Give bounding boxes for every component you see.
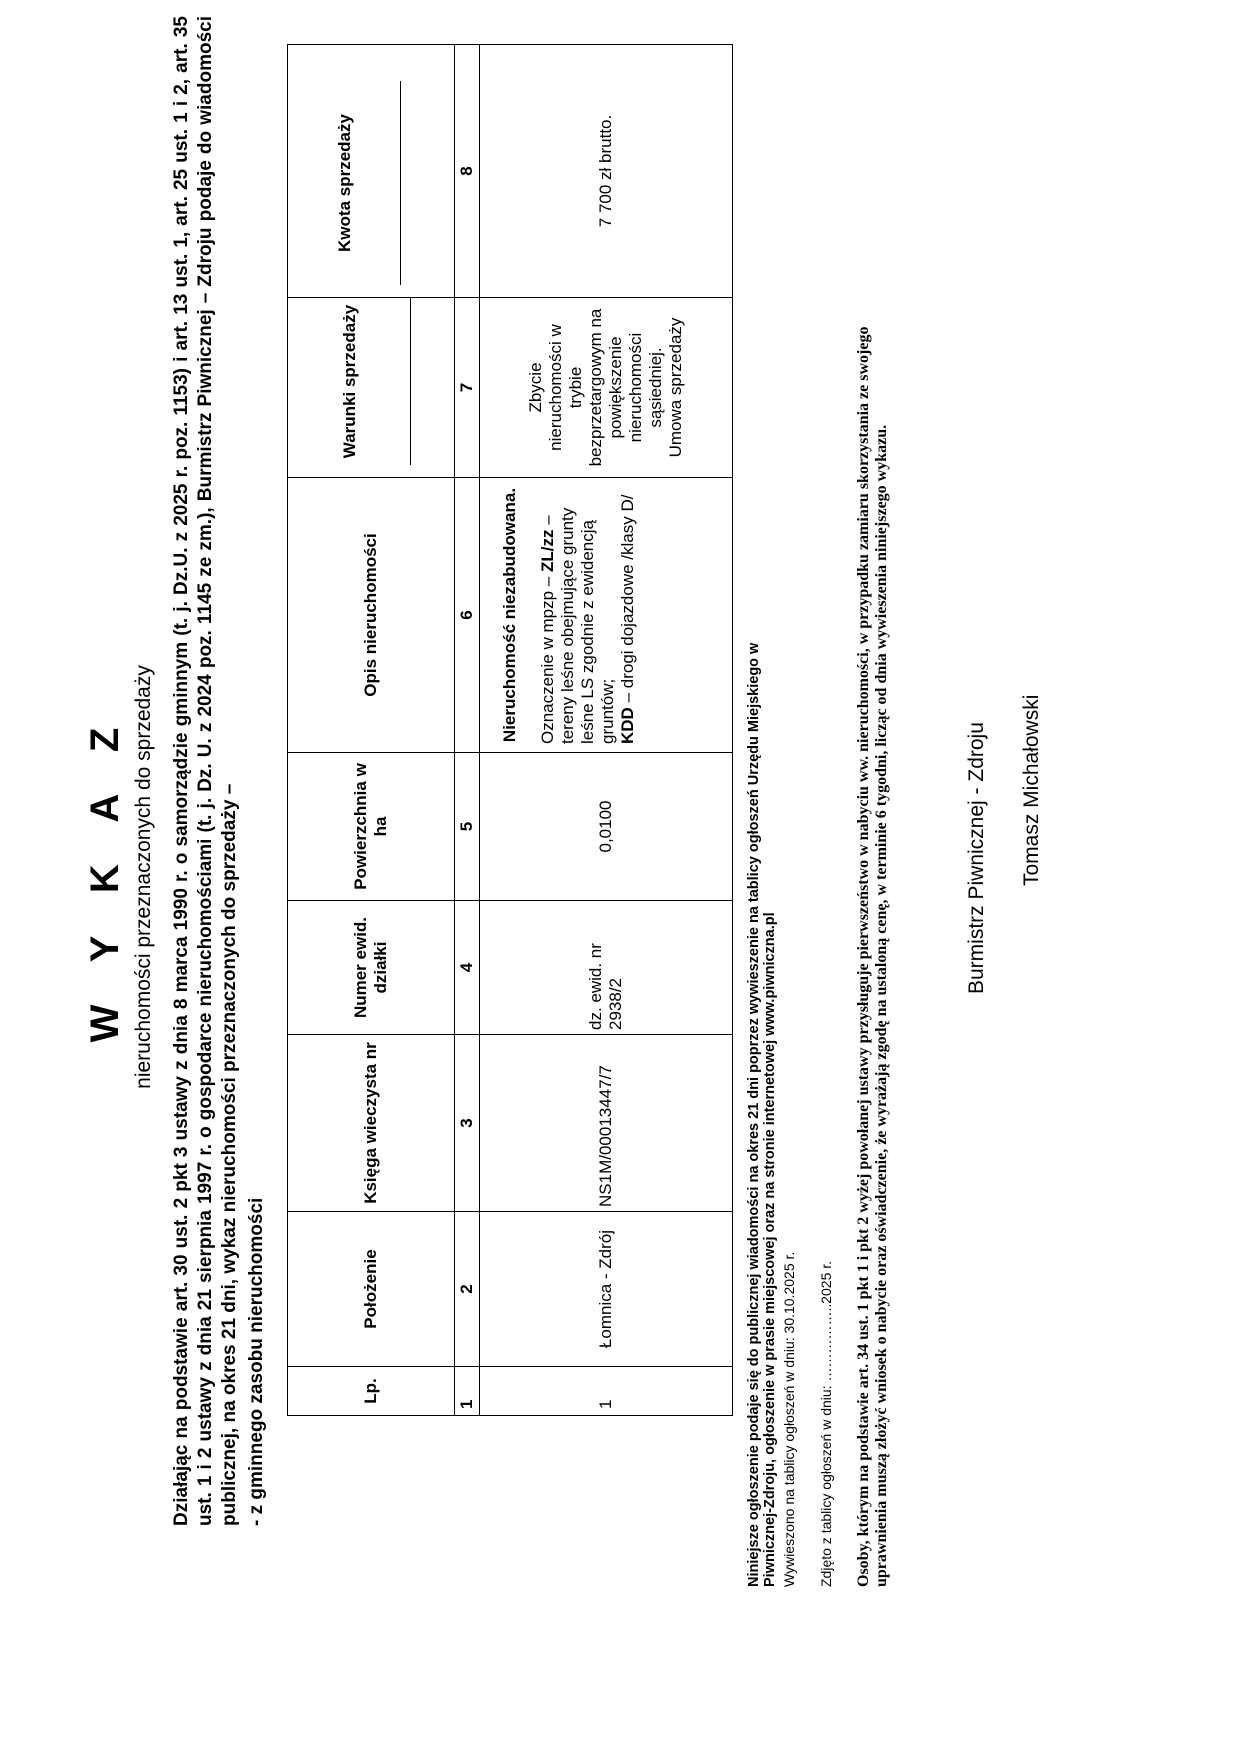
- column-number: 8: [455, 45, 480, 298]
- opis-text-2: – tereny leśne obejmujące grunty leśne LS zgodnie z ewidencją gruntów;: [538, 507, 617, 744]
- header-ksiega: Księga wieczysta nr: [288, 1035, 455, 1212]
- removed-date: Zdjęto z tablicy ogłoszeń w dniu: ……………..2025 r.: [818, 1260, 834, 1587]
- column-number: 2: [455, 1212, 480, 1367]
- opis-code-2: KDD: [618, 707, 637, 744]
- cell-lp: 1: [480, 1367, 733, 1416]
- cell-opis: [480, 478, 733, 753]
- document-title: W Y K A Z: [83, 711, 127, 1043]
- cell-powierzchnia: 0,0100: [480, 753, 733, 901]
- header-numer: Numer ewid. działki: [288, 901, 455, 1035]
- cell-ksiega: NS1M/00013447/7: [480, 1035, 733, 1212]
- table-row: [480, 45, 733, 1416]
- warunki-extra: Umowa sprzedaży: [666, 317, 685, 458]
- publication-notice: Niniejsze ogłoszenie podaje się do publicznej wiadomości na okres 21 dni poprzez wywieszenie na tablicy ogłoszeń Urzędu Miejskiego w Piwnicznej-Zdroju, ogłoszenie w prasie miejscowej oraz na stronie internetowej www.piwniczna.pl: [746, 642, 778, 1587]
- signature-role: Burmistrz Piwnicznej - Zdroju: [965, 722, 988, 994]
- opis-code-1: ZL/zz: [538, 529, 557, 573]
- cell-polozenie: Łomnica - Zdrój: [480, 1212, 733, 1367]
- intro-tail: - z gminnego zasobu nieruchomości: [246, 1197, 267, 1526]
- cell-numer: dz. ewid. nr 2938/2: [480, 901, 733, 1035]
- table-header-row: [288, 45, 455, 1416]
- intro-paragraph: Działając na podstawie art. 30 ust. 2 pkt 3 ustawy z dnia 8 marca 1990 r. o samorządzie gminnym (t. j. Dz.U. z 2025 r. poz. 1153) i art. 13 ust. 1, art. 25 ust. 1 i 2, art. 35 ust. 1 i 2 ustawy z dnia 21 sierpnia 1997 r. o gospodarce nieruchomościami (t. j. Dz. U. z 2024 poz. 1145 ze zm.), Burmistrz Piwnicznej – Zdroju podaje do wiadomości publicznej, na okres 21 dni, wykaz nieruchomości przeznaczonych do sprzedaży –: [171, 16, 240, 1526]
- document-subtitle: nieruchomości przeznaczonych do sprzedaży: [132, 665, 155, 1089]
- header-powierzchnia: Powierzchnia w ha: [288, 753, 455, 901]
- header-kwota: [288, 45, 455, 298]
- signature-name: Tomasz Michałowski: [1020, 694, 1043, 886]
- cell-warunki: [480, 298, 733, 478]
- column-number: 6: [455, 478, 480, 753]
- warunki-text: Zbycie nieruchomości w trybie bezprzetargowym na powiększenie nieruchomości sąsiedniej.: [526, 308, 665, 467]
- column-number: 7: [455, 298, 480, 478]
- opis-title-dot: .: [500, 487, 519, 493]
- opis-title: Nieruchomość niezabudowana: [500, 492, 519, 743]
- column-number: 1: [455, 1367, 480, 1416]
- column-number-row: [455, 45, 480, 1416]
- column-number: 5: [455, 753, 480, 901]
- header-warunki-label: Warunki sprzedaży: [290, 298, 411, 465]
- column-number: 3: [455, 1035, 480, 1212]
- header-lp: Lp.: [288, 1367, 455, 1416]
- header-polozenie: Położenie: [288, 1212, 455, 1367]
- opis-text-1: Oznaczenie w mpzp –: [538, 572, 557, 744]
- opis-text-3: – drogi dojazdowe /klasy D/: [618, 494, 637, 708]
- header-warunki: [288, 298, 455, 478]
- posted-date: Wywieszono na tablicy ogłoszeń w dniu: 30.10.2025 r.: [781, 1251, 797, 1587]
- column-number: 4: [455, 901, 480, 1035]
- cell-kwota: 7 700 zł brutto.: [480, 45, 733, 298]
- priority-rights-notice: Osoby, którym na podstawie art. 34 ust. 1 pkt 1 i pkt 2 wyżej powołanej ustawy przysługuje pierwszeństwo w nabyciu ww. nieruchomości, w przypadku zamiaru skorzystania ze swojego uprawnienia muszą złożyć wniosek o nabycie oraz oświadczenie, że wyrażają zgodę na ustaloną cenę, w terminie 6 tygodni, licząc od dnia wywieszenia niniejszego wykazu.: [855, 326, 890, 1587]
- header-kwota-label: Kwota sprzedaży: [290, 81, 401, 285]
- property-table: [287, 44, 733, 1416]
- header-opis: Opis nieruchomości: [288, 478, 455, 753]
